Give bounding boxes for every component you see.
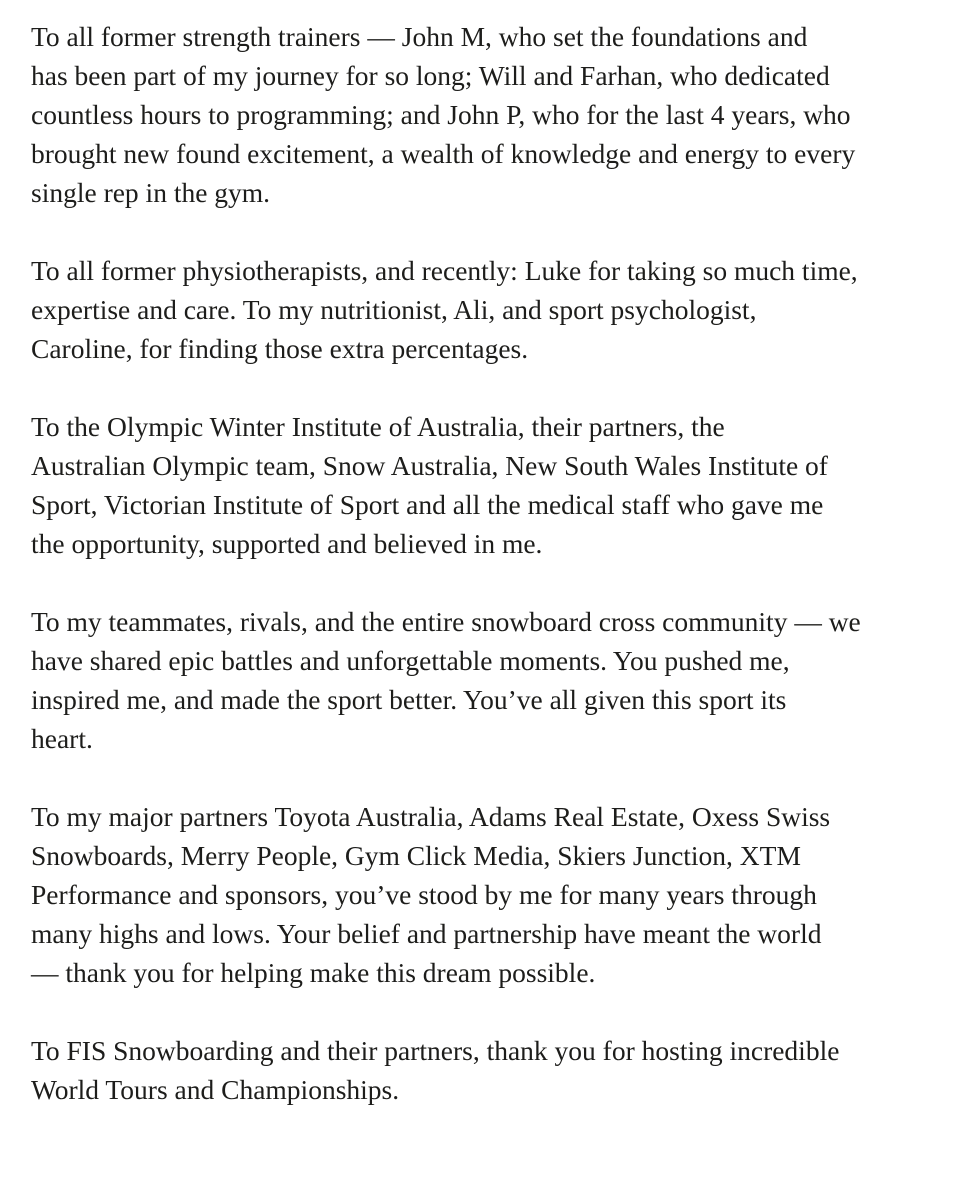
paragraph-strength-trainers: To all former strength trainers — John M, who set the foundations and has been part of my journey for so long; Will and Farhan, who dedicated countless hours to programming; and John P, who for the last 4 years, who brought new found excitement, a wealth of knowledge and energy to every single rep in the gym.: [31, 21, 856, 208]
paragraph-physiotherapists: To all former physiotherapists, and recently: Luke for taking so much time, expertise and care. To my nutritionist, Ali, and sport psychologist, Caroline, for finding those extra percentages.: [31, 255, 858, 364]
paragraph-partners: To my major partners Toyota Australia, Adams Real Estate, Oxess Swiss Snowboards, Merry People, Gym Click Media, Skiers Junction, XTM Performance and sponsors, you’ve stood by me for many years through many highs and lows. Your belief and partnership have meant the world — thank you for helping make this dream possible.: [31, 801, 831, 988]
paragraph-teammates: To my teammates, rivals, and the entire snowboard cross community — we have shared epic battles and unforgettable moments. You pushed me, inspired me, and made the sport better. You’ve all given this sport its heart.: [31, 606, 861, 754]
paragraph-fis: To FIS Snowboarding and their partners, thank you for hosting incredible World Tours and Championships.: [31, 1035, 840, 1105]
document-body: [31, 17, 931, 1109]
paragraph-institutes: To the Olympic Winter Institute of Australia, their partners, the Australian Olympic team, Snow Australia, New South Wales Institute of Sport, Victorian Institute of Sport and all the medical staff who gave me the opportunity, supported and believed in me.: [31, 411, 828, 559]
